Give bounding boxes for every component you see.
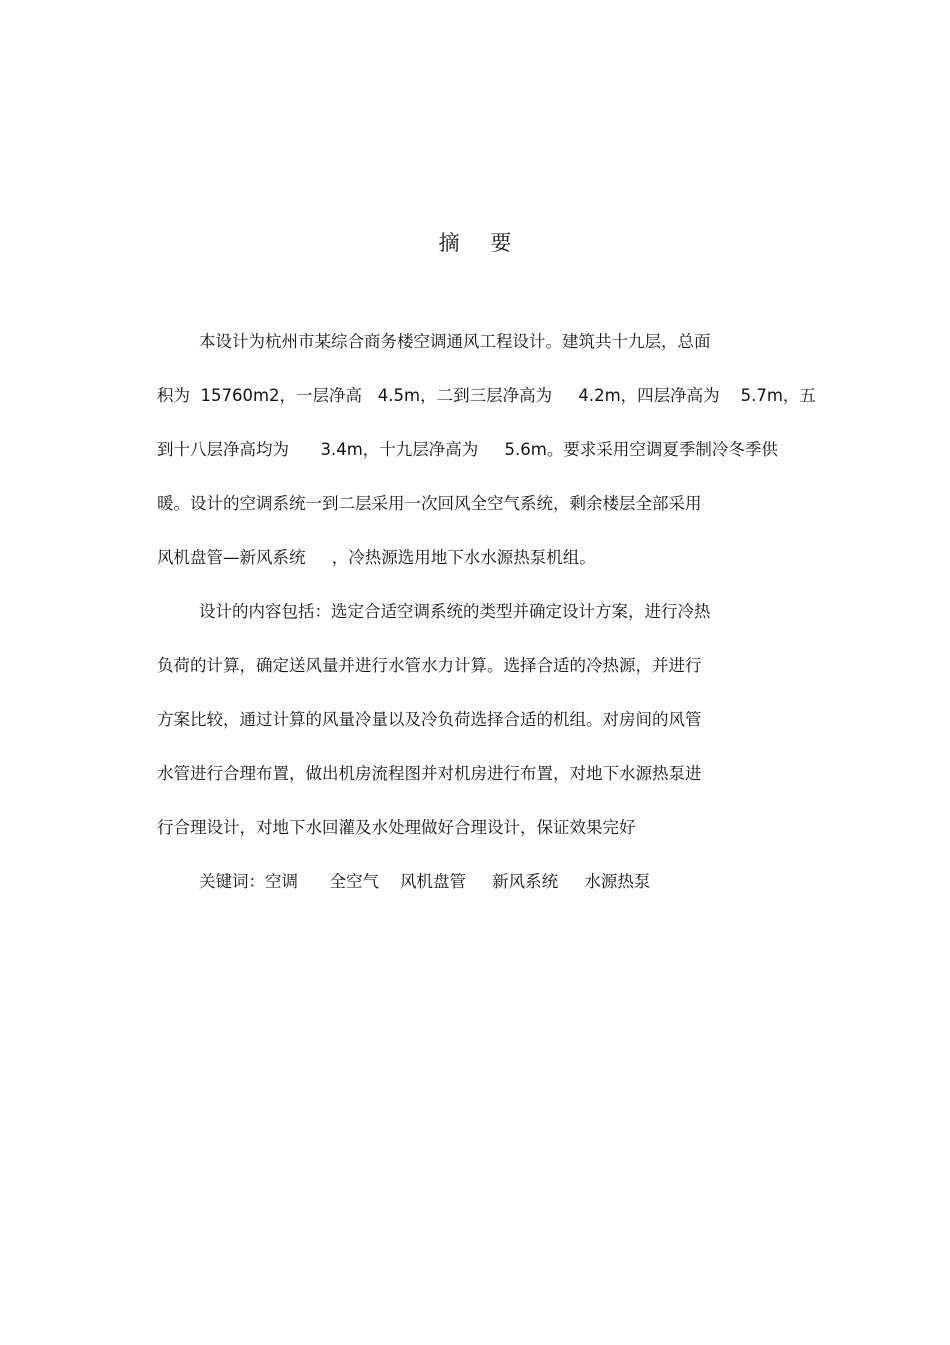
keywords-line: 关键词：空调 全空气 风机盘管 新风系统 水源热泵 <box>199 872 651 891</box>
paragraph-line: 负荷的计算，确定送风量并进行水管水力计算。选择合适的冷热源，并进行 <box>157 656 702 675</box>
paragraph-line: 风机盘管—新风系统 ，冷热源选用地下水水源热泵机组。 <box>157 548 596 567</box>
paragraph-line: 设计的内容包括：选定合适空调系统的类型并确定设计方案，进行冷热 <box>199 602 711 621</box>
abstract-title: 摘 要 <box>438 231 524 255</box>
paragraph-line: 积为 15760m2，一层净高 4.5m，二到三层净高为 4.2m，四层净高为 5.7m，五 <box>157 386 816 405</box>
paragraph-line: 水管进行合理布置，做出机房流程图并对机房进行布置，对地下水源热泵进 <box>157 764 702 783</box>
paragraph-line: 到十八层净高均为 3.4m，十九层净高为 5.6m。要求采用空调夏季制冷冬季供 <box>157 440 778 459</box>
paragraph-line: 本设计为杭州市某综合商务楼空调通风工程设计。建筑共十九层，总面 <box>199 332 711 351</box>
paragraph-line: 方案比较，通过计算的风量冷量以及冷负荷选择合适的机组。对房间的风管 <box>157 710 702 729</box>
paragraph-line: 行合理设计，对地下水回灌及水处理做好合理设计，保证效果完好 <box>157 818 636 837</box>
paragraph-line: 暖。设计的空调系统一到二层采用一次回风全空气系统，剩余楼层全部采用 <box>157 494 702 513</box>
